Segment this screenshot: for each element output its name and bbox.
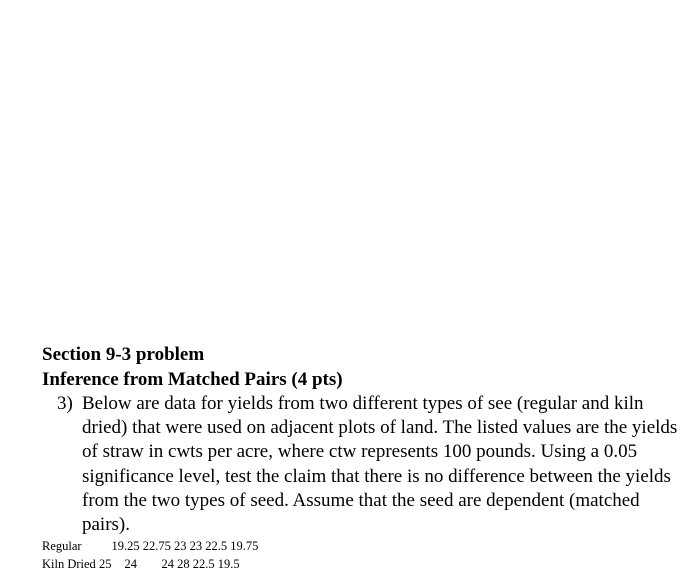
kiln-value-1: 25 xyxy=(98,557,112,572)
problem-subtitle: Inference from Matched Pairs (4 pts) xyxy=(42,369,343,390)
kiln-dried-label-text: Kiln Dried xyxy=(42,557,96,572)
problem-text: Below are data for yields from two different types of see (regular and kiln dried) that were used on adjacent plots of land. The listed values are the yields of straw in cwts per acre, where ctw represents 100 pounds. Using a 0.05 significance level, test the claim that there is no difference between the yields from the two types of seed. Assume that the seed are dependent (matched pairs). xyxy=(82,393,678,536)
regular-label: Regular xyxy=(42,539,82,554)
regular-values: 19.25 22.75 23 23 22.5 19.75 xyxy=(111,539,259,554)
problem-number: 3) xyxy=(57,393,73,414)
problem-statement xyxy=(57,392,682,537)
kiln-dried-label xyxy=(42,555,111,573)
table-row xyxy=(42,555,258,573)
kiln-dried-values xyxy=(111,555,258,573)
table-row xyxy=(42,537,258,555)
yield-data-table xyxy=(42,537,258,573)
kiln-value-2: 24 xyxy=(124,557,137,572)
document-body xyxy=(42,342,682,573)
kiln-values-rest: 24 28 22.5 19.5 xyxy=(161,557,240,572)
section-title: Section 9-3 problem xyxy=(42,344,205,365)
